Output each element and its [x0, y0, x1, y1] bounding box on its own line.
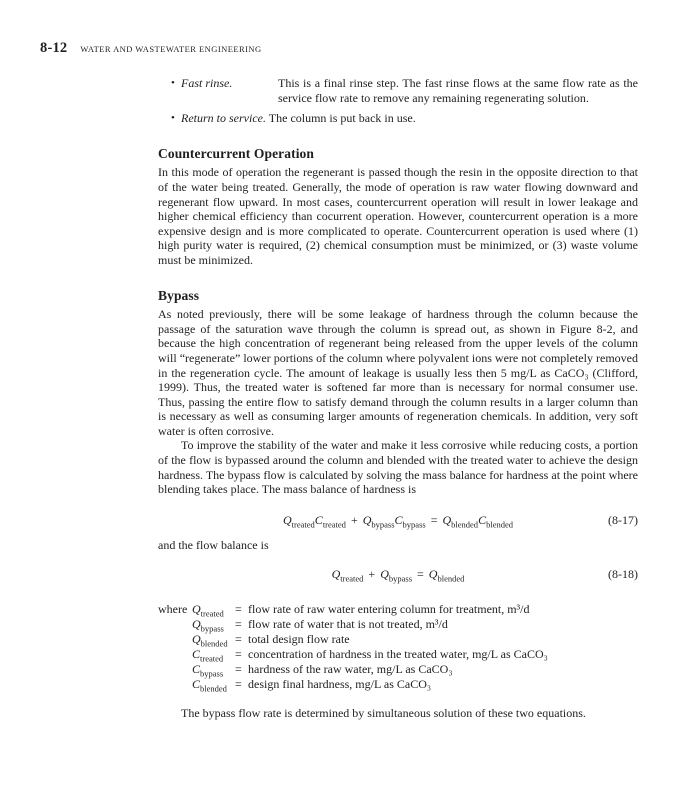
variable-definition: design final hardness, mg/L as CaCO₃ [248, 676, 432, 691]
text-column [158, 76, 638, 720]
variable-symbol: $C_{bypass}$ [192, 661, 224, 679]
bullet-marker-icon: • [171, 77, 175, 89]
connector-text: and the flow balance is [158, 538, 269, 553]
equals-sign: = [235, 676, 242, 691]
heading-countercurrent-operation: Countercurrent Operation [158, 145, 315, 161]
variable-definition: hardness of the raw water, mg/L as CaCO₃ [248, 661, 453, 676]
variable-definition: flow rate of water that is not treated, m³/d [248, 616, 448, 631]
bullet-item-return-to-service [171, 111, 638, 126]
closing-paragraph: The bypass flow rate is determined by simultaneous solution of these two equations. [181, 705, 586, 720]
equals-sign: = [235, 661, 242, 676]
variable-definition-list [158, 602, 638, 692]
variable-symbol: $C_{treated}$ [192, 646, 224, 664]
where-rows [192, 602, 638, 692]
where-definition-row [192, 617, 638, 632]
equals-sign: = [235, 616, 242, 631]
equation-8-18 [158, 567, 638, 582]
bullet-content [181, 111, 638, 126]
equation-body: $Q_{treated}C_{treated} + Q_{bypass}C_{bypass} = Q_{blended}C_{blended}$ [283, 512, 513, 530]
where-definition-row [192, 677, 638, 692]
bullet-label: Return to service. [181, 111, 266, 126]
variable-symbol: $Q_{blended}$ [192, 631, 228, 649]
page-number: 8-12 [40, 40, 68, 56]
variable-definition: flow rate of raw water entering column for treatment, m³/d [248, 601, 530, 616]
equals-sign: = [235, 646, 242, 661]
where-definition-row [192, 662, 638, 677]
equation-number: (8-18) [608, 567, 638, 582]
where-definition-row [192, 602, 638, 617]
bullet-list [158, 76, 638, 126]
equation-8-17 [158, 513, 638, 528]
where-label: where [158, 601, 188, 616]
equation-body: $Q_{treated} + Q_{bypass} = Q_{blended}$ [331, 567, 465, 584]
bullet-label: Fast rinse. [181, 76, 233, 90]
variable-symbol: $Q_{bypass}$ [192, 616, 224, 634]
paragraph-countercurrent: In this mode of operation the regenerant is passed though the resin in the opposite direction to that of the water being treated. Generally, the mode of operation is raw water flowing downward and regenerant flow upward. In most cases, countercurrent operation will result in lower leakage and higher chemical efficiency than cocurrent operation. However, countercurrent operation is a more expensive design and is more complicated to operate. Countercurrent operation is used where (1) high purity water is required, (2) chemical consumption must be minimized, or (3) waste volume must be minimized. [158, 165, 638, 267]
paragraph-bypass-1: As noted previously, there will be some leakage of hardness through the column because the passage of the saturation wave through the column is spread out, as shown in Figure 8-2, and because the high concentration of regenerant being released from the upper levels of the column will “regenerate” lower portions of the column where polyvalent ions were not completely removed in the regeneration cycle. The amount of leakage is usually less then 5 mg/L as CaCO₃ (Clifford, 1999). Thus, the treated water is softened far more than is necessary for normal consumer use. Thus, passing the entire flow to satisfy demand through the column results in a larger column than is necessary as well as consuming larger amounts of regeneration chemicals. In addition, very soft water is often corrosive. [158, 307, 638, 438]
page-header [0, 0, 689, 57]
variable-symbol: $Q_{treated}$ [192, 601, 224, 619]
where-definition-row [192, 647, 638, 662]
bullet-text: The column is put back in use. [268, 111, 416, 126]
bullet-marker-icon: • [171, 112, 175, 125]
where-definition-row [192, 632, 638, 647]
variable-symbol: $C_{blended}$ [192, 676, 227, 694]
equals-sign: = [235, 601, 242, 616]
equation-number: (8-17) [608, 512, 638, 527]
heading-bypass: Bypass [158, 287, 200, 303]
paragraph-bypass-2: To improve the stability of the water and make it less corrosive while reducing costs, a portion of the flow is bypassed around the column and blended with the treated water to achieve the design hardness. The bypass flow is calculated by solving the mass balance for hardness at the point where blending takes place. The mass balance of hardness is [158, 438, 638, 497]
running-head: WATER AND WASTEWATER ENGINEERING [80, 44, 262, 54]
bullet-item-fast-rinse [171, 76, 638, 105]
variable-definition: concentration of hardness in the treated water, mg/L as CaCO₃ [248, 646, 548, 661]
equals-sign: = [235, 631, 242, 646]
variable-definition: total design flow rate [248, 631, 350, 646]
bullet-text: This is a final rinse step. The fast rinse flows at the same flow rate as the service flow rate to remove any remaining regenerating solution. [278, 76, 638, 105]
